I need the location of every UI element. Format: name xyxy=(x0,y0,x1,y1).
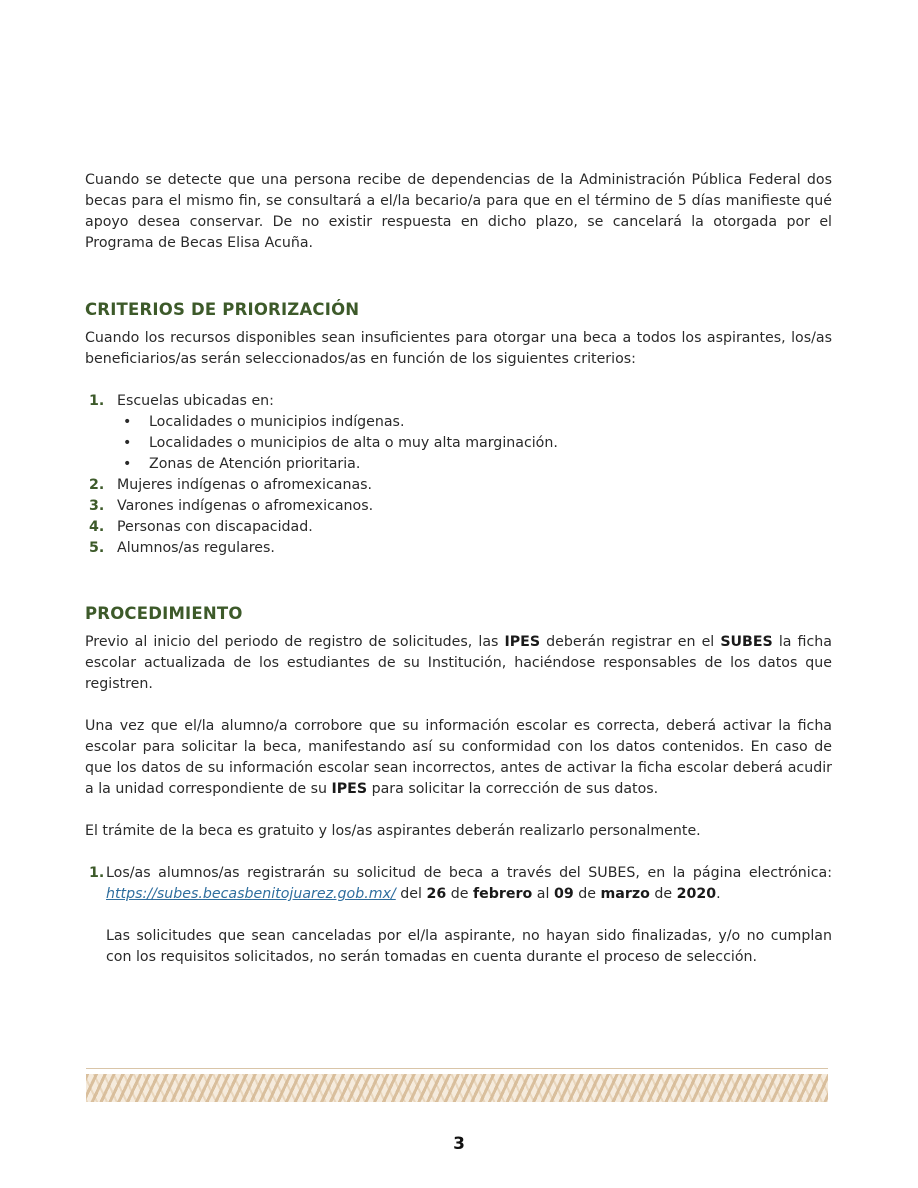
list-item-text: Varones indígenas o afromexicanos. xyxy=(117,498,374,514)
procedimiento-list xyxy=(85,863,832,968)
criterios-sublist xyxy=(117,412,832,475)
list-item xyxy=(85,475,832,496)
sublist-item xyxy=(123,454,832,475)
list-number: 1. xyxy=(89,393,105,409)
text-run: de xyxy=(446,886,473,902)
footer-ornament xyxy=(86,1074,828,1102)
bold-term: febrero xyxy=(472,886,533,902)
intro-paragraph: Cuando se detecte que una persona recibe de dependencias de la Administración Pública Federal dos becas para el mismo fin, se consultará a el/la becario/a para que en el término de 5 días manifieste qué apoyo desea conservar. De no existir respuesta en dicho plazo, se cancelará la otorgada por el Programa de Becas Elisa Acuña. xyxy=(85,172,832,251)
list-item xyxy=(85,517,832,538)
page-number: 3 xyxy=(453,1134,465,1154)
bold-term: 2020 xyxy=(676,886,717,902)
sublist-item-text: Localidades o municipios indígenas. xyxy=(149,414,405,430)
bullet-icon: • xyxy=(123,414,132,430)
procedimiento-paragraph-3: El trámite de la beca es gratuito y los/as aspirantes deberán realizarlo personalmente. xyxy=(85,823,701,839)
text-run: al xyxy=(532,886,554,902)
bold-term: marzo xyxy=(600,886,650,902)
list-item xyxy=(85,863,832,968)
text-run: Los/as alumnos/as registrarán su solicitud de beca a través del SUBES, en la página electrónica: xyxy=(106,865,832,881)
sublist-item-text: Localidades o municipios de alta o muy alta marginación. xyxy=(149,435,558,451)
sublist-item-text: Zonas de Atención prioritaria. xyxy=(149,456,361,472)
footer-divider xyxy=(86,1068,828,1069)
bullet-icon: • xyxy=(123,435,132,451)
list-item-text: Escuelas ubicadas en: xyxy=(117,393,274,409)
bold-term: SUBES xyxy=(720,634,773,650)
text-run: . xyxy=(716,886,721,902)
procedimiento-paragraph-1 xyxy=(85,632,832,695)
bold-term: IPES xyxy=(504,634,541,650)
list-number: 1. xyxy=(89,865,105,881)
sublist-item xyxy=(123,433,832,454)
list-item-text: Mujeres indígenas o afromexicanas. xyxy=(117,477,373,493)
text-run: Previo al inicio del periodo de registro de solicitudes, las xyxy=(85,634,505,650)
list-number: 3. xyxy=(89,498,105,514)
criterios-paragraph: Cuando los recursos disponibles sean insuficientes para otorgar una beca a todos los aspirantes, los/as beneficiarios/as serán seleccionados/as en función de los siguientes criterios: xyxy=(85,330,832,367)
sublist-item xyxy=(123,412,832,433)
list-number: 4. xyxy=(89,519,105,535)
bold-term: 09 xyxy=(553,886,574,902)
bold-term: 26 xyxy=(426,886,447,902)
list-item xyxy=(85,496,832,517)
text-run: del xyxy=(395,886,427,902)
section-heading-criterios: CRITERIOS DE PRIORIZACIÓN xyxy=(85,300,360,319)
text-run: deberán registrar en el xyxy=(540,634,721,650)
list-item xyxy=(85,391,832,475)
text-run: la ficha escolar actualizada de los estudiantes de su Institución, haciéndose responsables de los datos que registren. xyxy=(85,634,832,692)
procedimiento-note: Las solicitudes que sean canceladas por el/la aspirante, no hayan sido finalizadas, y/o no cumplan con los requisitos solicitados, no serán tomadas en cuenta durante el proceso de selección. xyxy=(106,928,832,965)
list-number: 5. xyxy=(89,540,105,556)
text-run: de xyxy=(649,886,677,902)
list-item xyxy=(85,538,832,559)
page-content xyxy=(85,170,832,968)
bold-term: IPES xyxy=(331,781,368,797)
list-item-text: Personas con discapacidad. xyxy=(117,519,313,535)
section-heading-procedimiento: PROCEDIMIENTO xyxy=(85,604,243,623)
subes-link[interactable]: https://subes.becasbenitojuarez.gob.mx/ xyxy=(106,886,396,902)
text-run: de xyxy=(573,886,601,902)
bullet-icon: • xyxy=(123,456,132,472)
text-run: Una vez que el/la alumno/a corrobore que su información escolar es correcta, deberá activar la ficha escolar para solicitar la beca, manifestando así su conformidad con los datos contenidos. En caso de que los datos de su información escolar sean incorrectos, antes de activar la ficha escolar deberá acudir a la unidad correspondiente de su xyxy=(85,718,832,797)
criterios-list xyxy=(85,391,832,559)
text-run: para solicitar la corrección de sus datos. xyxy=(367,781,659,797)
list-item-text: Alumnos/as regulares. xyxy=(117,540,275,556)
list-number: 2. xyxy=(89,477,105,493)
procedimiento-paragraph-2 xyxy=(85,716,832,800)
